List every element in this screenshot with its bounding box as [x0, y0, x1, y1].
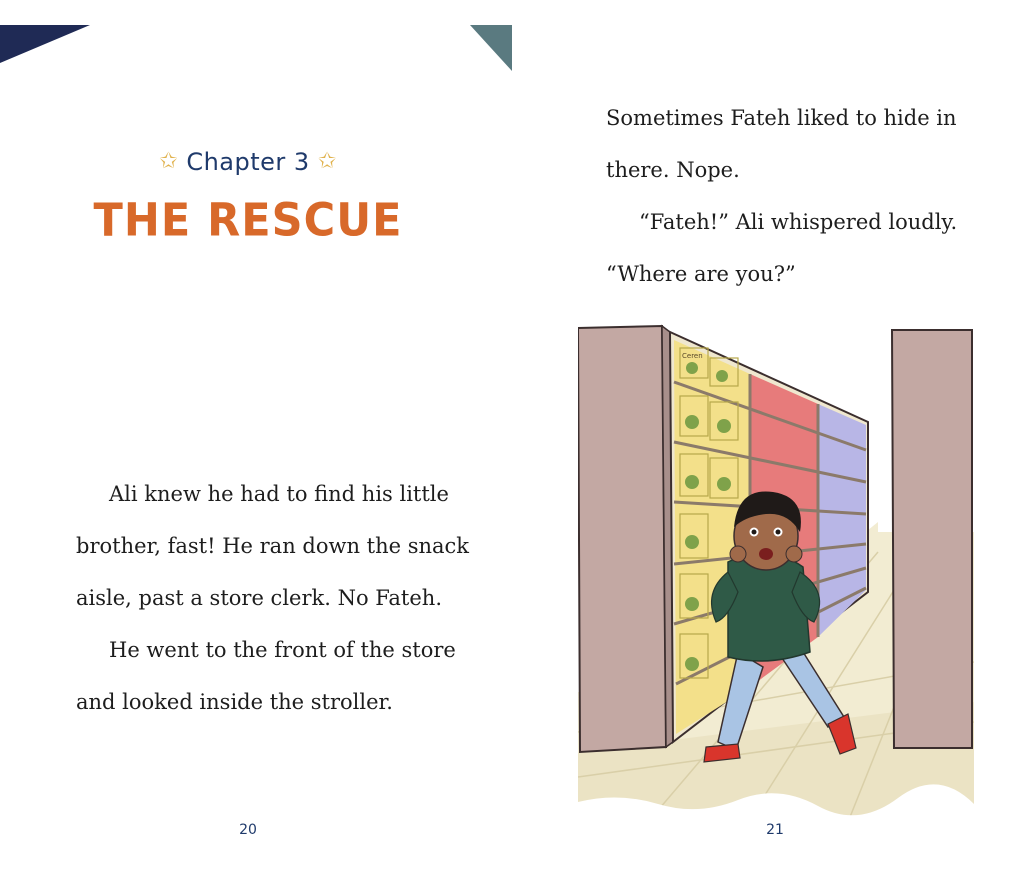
box-label: Ceren	[682, 352, 703, 360]
paragraph: Sometimes Fateh liked to hide in there. Nope.	[606, 106, 957, 182]
paragraph: “Fateh!” Ali whispered loudly. “Where are you?”	[606, 210, 958, 286]
paragraph: He went to the front of the store and looked inside the stroller.	[76, 638, 456, 714]
right-body-text	[606, 92, 1016, 300]
chapter-label	[0, 148, 496, 176]
star-icon: ✩	[317, 149, 337, 174]
star-icon: ✩	[159, 149, 179, 174]
chapter-title: THE RESCUE	[93, 194, 403, 248]
paragraph: Ali knew he had to find his little brother, fast! He ran down the snack aisle, past a store clerk. No Fateh.	[76, 482, 470, 610]
corner-decoration-icon	[470, 25, 512, 71]
aisle-illustration	[578, 322, 974, 822]
right-page	[512, 0, 1024, 896]
page-number: 21	[766, 822, 784, 838]
corner-decoration-icon	[0, 25, 90, 63]
chapter-label-text: Chapter 3	[186, 148, 310, 176]
left-body-text	[76, 468, 496, 728]
page-number: 20	[239, 822, 257, 838]
